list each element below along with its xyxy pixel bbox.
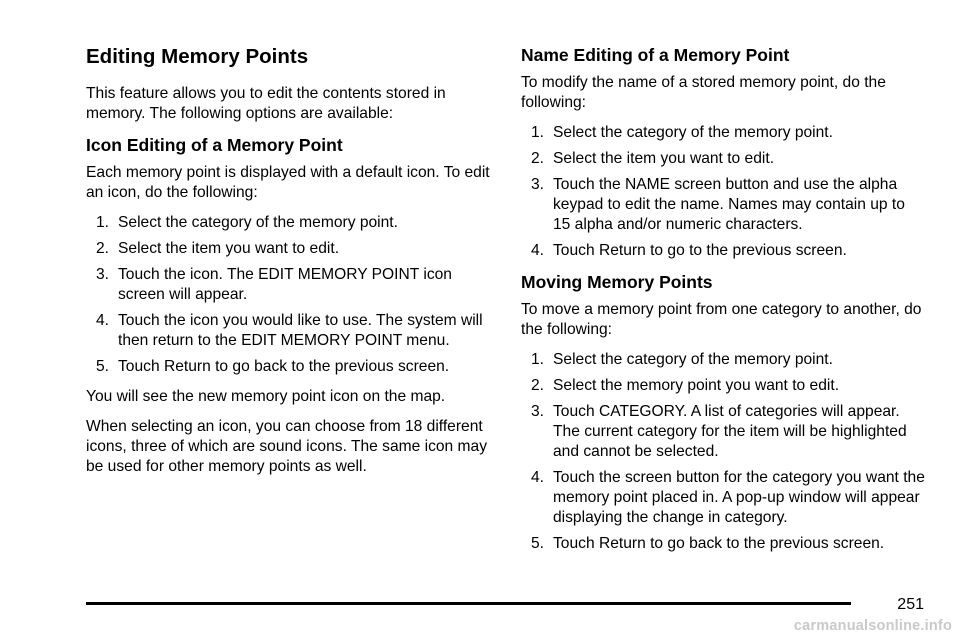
icon-editing-intro: Each memory point is displayed with a default icon. To edit an icon, do the following: — [86, 164, 490, 201]
list-item — [521, 468, 926, 528]
step-number: 2. — [531, 377, 545, 394]
step-text: Touch the icon. The EDIT MEMORY POINT icon screen will appear. — [118, 266, 452, 303]
list-item — [521, 149, 926, 169]
step-number: 5. — [531, 535, 545, 552]
step-number: 1. — [531, 124, 545, 141]
watermark: carmanualsonline.info — [793, 618, 952, 634]
step-text: Select the item you want to edit. — [553, 150, 775, 167]
list-item — [86, 239, 491, 259]
step-number: 3. — [96, 266, 110, 283]
footer-rule — [86, 602, 851, 605]
list-item — [521, 534, 926, 554]
left-column — [86, 44, 491, 487]
name-editing-intro: To modify the name of a stored memory point, do the following: — [521, 74, 886, 111]
step-number: 4. — [96, 312, 110, 329]
step-text: Touch Return to go back to the previous screen. — [118, 358, 450, 375]
step-number: 1. — [531, 351, 545, 368]
step-number: 3. — [531, 403, 545, 420]
step-text: Touch the screen button for the category you want the memory point placed in. A pop-up window will appear displaying the change in category. — [553, 469, 925, 526]
moving-heading: Moving Memory Points — [521, 272, 713, 292]
step-text: Touch Return to go back to the previous screen. — [553, 535, 885, 552]
step-text: Touch CATEGORY. A list of categories will appear. The current category for the item will be highlighted and cannot be selected. — [553, 403, 907, 460]
list-item — [521, 350, 926, 370]
step-number: 2. — [96, 240, 110, 257]
list-item — [86, 265, 491, 305]
moving-intro: To move a memory point from one category to another, do the following: — [521, 301, 922, 338]
step-text: Touch Return to go to the previous screen. — [553, 242, 847, 259]
list-item — [86, 213, 491, 233]
step-text: Select the category of the memory point. — [553, 351, 833, 368]
step-text: Select the item you want to edit. — [118, 240, 340, 257]
page-number: 251 — [897, 596, 924, 613]
step-text: Touch the NAME screen button and use the alpha keypad to edit the name. Names may contain up to 15 alpha and/or numeric characters. — [553, 176, 905, 233]
new-icon-note: You will see the new memory point icon on the map. — [86, 388, 446, 405]
step-number: 1. — [96, 214, 110, 231]
step-text: Select the memory point you want to edit. — [553, 377, 840, 394]
right-column — [521, 44, 926, 564]
step-number: 2. — [531, 150, 545, 167]
list-item — [521, 402, 926, 462]
list-item — [521, 123, 926, 143]
icon-choice-note: When selecting an icon, you can choose from 18 different icons, three of which are sound icons. The same icon may be used for other memory points as well. — [86, 418, 488, 475]
step-text: Touch the icon you would like to use. The system will then return to the EDIT MEMORY POINT menu. — [118, 312, 483, 349]
step-number: 3. — [531, 176, 545, 193]
icon-editing-heading: Icon Editing of a Memory Point — [86, 135, 343, 155]
list-item — [521, 241, 926, 261]
list-item — [521, 376, 926, 396]
step-number: 4. — [531, 242, 545, 259]
name-editing-heading: Name Editing of a Memory Point — [521, 45, 790, 65]
step-text: Select the category of the memory point. — [118, 214, 398, 231]
step-number: 5. — [96, 358, 110, 375]
moving-steps — [521, 350, 926, 554]
page-title: Editing Memory Points — [86, 45, 309, 68]
list-item — [86, 357, 491, 377]
list-item — [521, 175, 926, 235]
name-editing-steps — [521, 123, 926, 261]
list-item — [86, 311, 491, 351]
icon-editing-steps — [86, 213, 491, 377]
intro-paragraph: This feature allows you to edit the contents stored in memory. The following options are available: — [86, 85, 446, 122]
step-text: Select the category of the memory point. — [553, 124, 833, 141]
step-number: 4. — [531, 469, 545, 486]
